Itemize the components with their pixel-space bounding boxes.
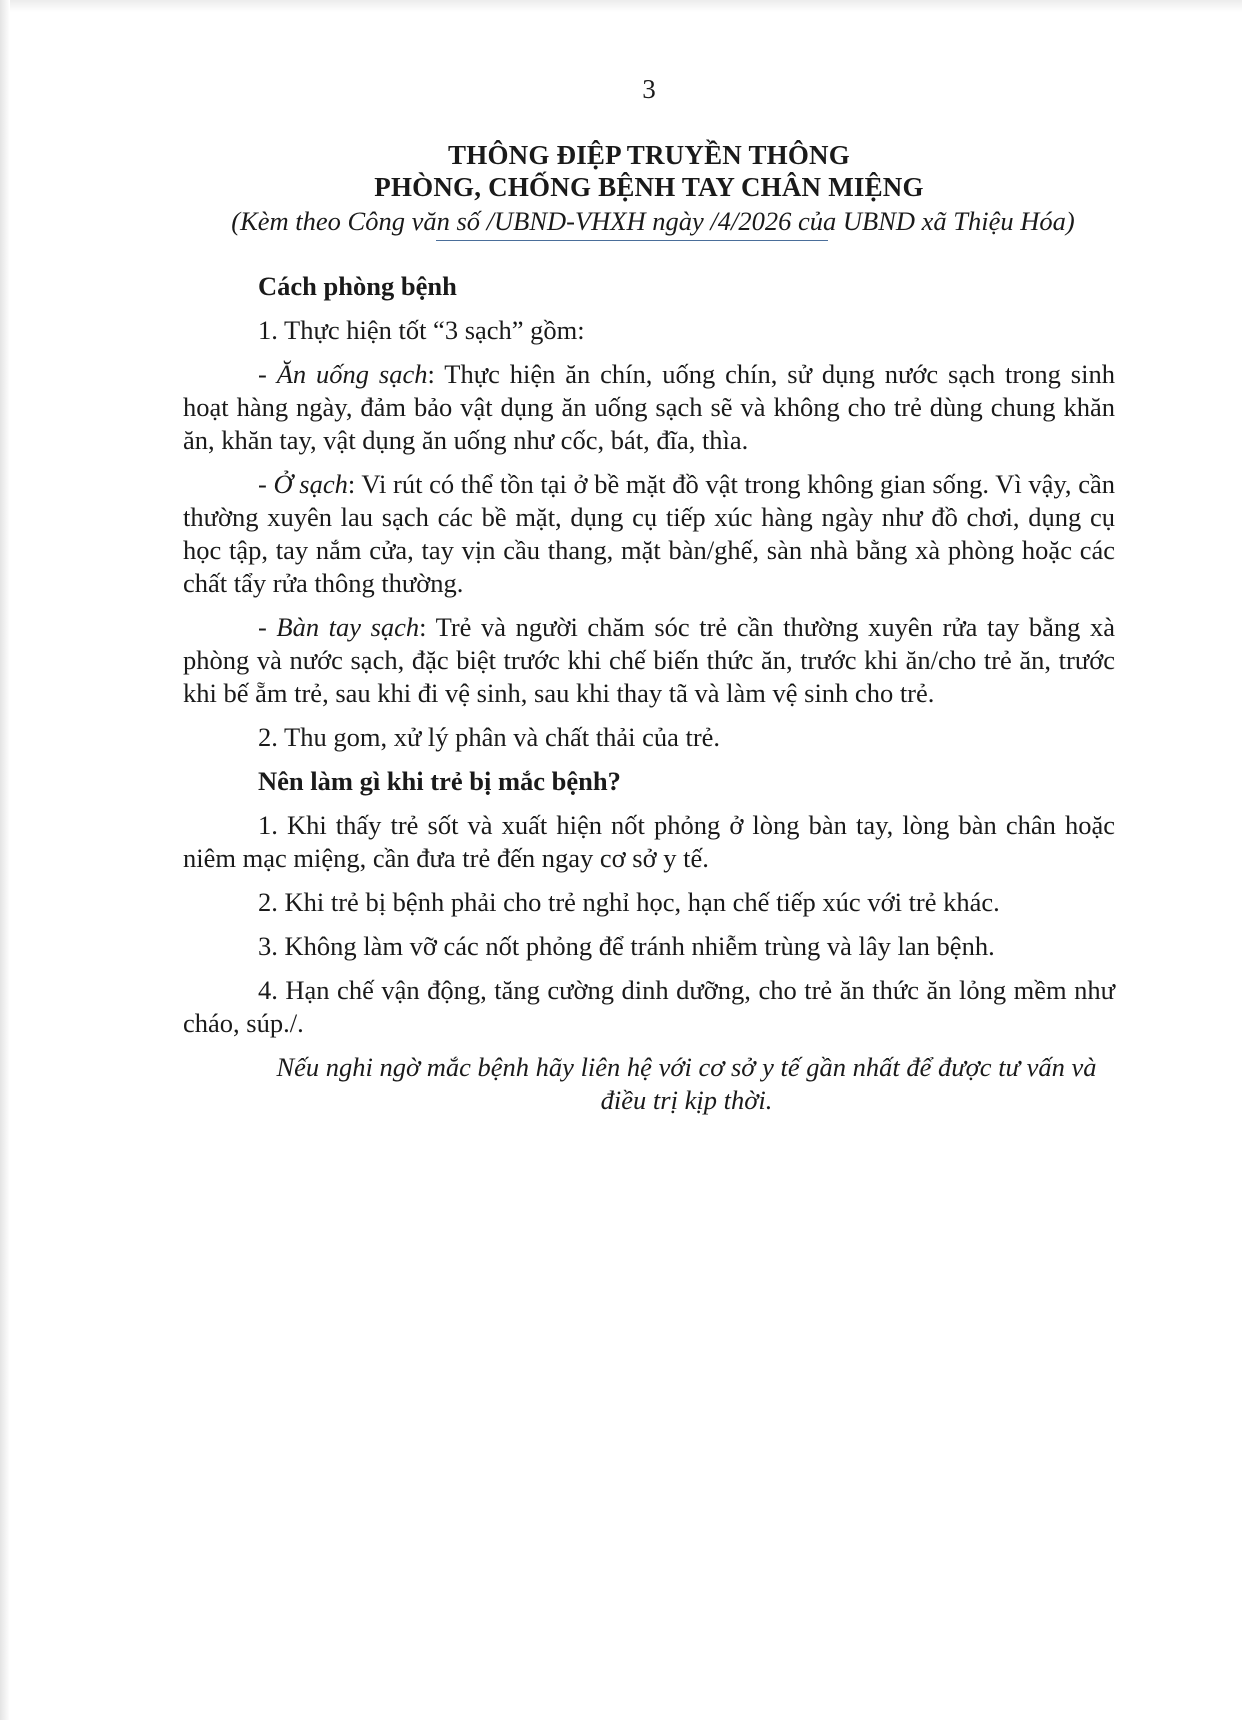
page-number: 3 [642, 74, 656, 104]
prevention-item-1: 1. Thực hiện tốt “3 sạch” gồm: [258, 315, 585, 345]
clean-eating-paragraph [183, 358, 1115, 457]
clean-eating-label: - Ăn uống sạch [258, 359, 428, 389]
when-sick-item-1: 1. Khi thấy trẻ sốt và xuất hiện nốt phỏng ở lòng bàn tay, lòng bàn chân hoặc niêm mạc miệng, cần đưa trẻ đến ngay cơ sở y tế. [183, 810, 1115, 873]
clean-living-text: : Vi rút có thể tồn tại ở bề mặt đồ vật trong không gian sống. Vì vậy, cần thường xuyên lau sạch các bề mặt, dụng cụ tiếp xúc hàng ngày như đồ chơi, dụng cụ học tập, tay nắm cửa, tay vịn cầu thang, mặt bàn/ghế, sàn nhà bằng xà phòng hoặc các chất tẩy rửa thông thường. [183, 469, 1115, 598]
section-heading-when-sick: Nên làm gì khi trẻ bị mắc bệnh? [258, 766, 621, 796]
document-title-line-2: PHÒNG, CHỐNG BỆNH TAY CHÂN MIỆNG [374, 172, 924, 202]
clean-living-paragraph [183, 468, 1115, 600]
reference-underline [436, 240, 828, 241]
document-body [183, 270, 1115, 1128]
clean-eating-text: : Thực hiện ăn chín, uống chín, sử dụng nước sạch trong sinh hoạt hàng ngày, đảm bảo vật dụng ăn uống sạch sẽ và không cho trẻ dùng chung khăn ăn, khăn tay, vật dụng ăn uống như cốc, bát, đĩa, thìa. [183, 359, 1115, 455]
document-title-line-1: THÔNG ĐIỆP TRUYỀN THÔNG [448, 140, 850, 170]
page-shadow-top [0, 0, 1242, 12]
document-reference: (Kèm theo Công văn số /UBND-VHXH ngày /4/2026 của UBND xã Thiệu Hóa) [231, 206, 1075, 236]
section-heading-prevention: Cách phòng bệnh [258, 271, 457, 301]
page-shadow-left [0, 0, 10, 1720]
prevention-item-2: 2. Thu gom, xử lý phân và chất thải của trẻ. [258, 722, 721, 752]
closing-note: Nếu nghi ngờ mắc bệnh hãy liên hệ với cơ sở y tế gần nhất để được tư vấn và điều trị kịp thời. [276, 1052, 1097, 1115]
when-sick-item-2: 2. Khi trẻ bị bệnh phải cho trẻ nghỉ học, hạn chế tiếp xúc với trẻ khác. [258, 887, 1000, 917]
clean-hands-label: - Bàn tay sạch [258, 612, 420, 642]
clean-hands-paragraph [183, 611, 1115, 710]
clean-hands-text: : Trẻ và người chăm sóc trẻ cần thường xuyên rửa tay bằng xà phòng và nước sạch, đặc biệt trước khi chế biến thức ăn, trước khi ăn/cho trẻ ăn, trước khi bế ẵm trẻ, sau khi đi vệ sinh, sau khi thay tã và làm vệ sinh cho trẻ. [183, 612, 1115, 708]
when-sick-item-4: 4. Hạn chế vận động, tăng cường dinh dưỡng, cho trẻ ăn thức ăn lỏng mềm như cháo, súp./. [183, 975, 1115, 1038]
clean-living-label: - Ở sạch [258, 469, 348, 499]
when-sick-item-3: 3. Không làm vỡ các nốt phỏng để tránh nhiễm trùng và lây lan bệnh. [258, 931, 995, 961]
